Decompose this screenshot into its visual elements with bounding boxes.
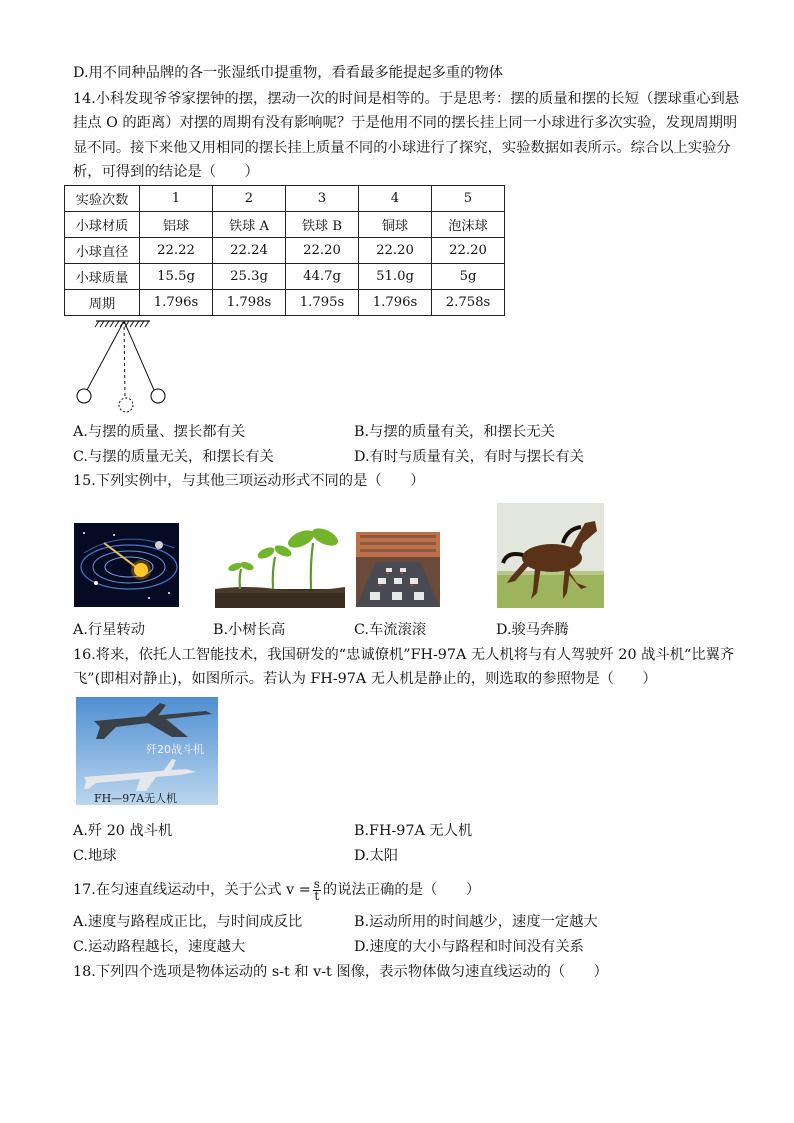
q16-option-b[interactable]: B.FH-97A 无人机 (354, 823, 473, 839)
table-cell: 1.796s (140, 290, 213, 316)
table-cell: 1.796s (359, 290, 432, 316)
planet-orbit-image (74, 523, 179, 607)
table-cell: 铝球 (140, 212, 213, 238)
table-cell: 4 (359, 186, 432, 212)
drone-label: FH—97A无人机 (94, 792, 178, 805)
q16-option-c[interactable]: C.地球 (73, 848, 117, 864)
table-row (65, 212, 505, 238)
q15-option-a[interactable]: A.行星转动 (73, 622, 146, 638)
formula-denominator: t (314, 888, 320, 903)
q17-option-c[interactable]: C.运动路程越长，速度越大 (73, 939, 246, 955)
velocity-formula-fraction (313, 876, 321, 903)
table-cell: 22.20 (286, 238, 359, 264)
table-cell: 22.24 (213, 238, 286, 264)
q14-text-line-2: 挂点 O 的距离）对摆的周期有没有影响呢？于是他用不同的摆长挂上同一小球进行多次实验，发现周期明 (73, 115, 738, 131)
table-cell: 小球质量 (65, 264, 140, 290)
seedlings-image (215, 523, 345, 608)
jet-and-drone-image (76, 697, 218, 805)
table-row (65, 238, 505, 264)
q16-option-a[interactable]: A.歼 20 战斗机 (73, 823, 173, 839)
table-cell: 51.0g (359, 264, 432, 290)
q14-option-b[interactable]: B.与摆的质量有关，和摆长无关 (354, 424, 555, 440)
q14-text-line-3: 显不同。接下来他又用相同的摆长挂上质量不同的小球进行了探究，实验数据如表所示。综合以上实验分 (73, 140, 731, 156)
table-cell: 1.795s (286, 290, 359, 316)
q16-text-line-1: 16.将来，依托人工智能技术，我国研发的“忠诚僚机”FH-97A 无人机将与有人驾驶歼 20 战斗机“比翼齐 (73, 647, 735, 663)
table-cell: 3 (286, 186, 359, 212)
q17-text-post: 的说法正确的是（ ） (322, 882, 481, 898)
table-cell: 小球材质 (65, 212, 140, 238)
pendulum-diagram (72, 318, 172, 416)
q16-text-line-2: 飞”(即相对静止)，如图所示。若认为 FH-97A 无人机是静止的，则选取的参照物是（ ） (73, 671, 657, 687)
q16-option-d[interactable]: D.太阳 (354, 848, 399, 864)
table-cell: 25.3g (213, 264, 286, 290)
q17-text-pre: 17.在匀速直线运动中，关于公式 v = (73, 882, 311, 898)
experiment-data-table (64, 185, 505, 316)
table-cell: 22.20 (359, 238, 432, 264)
table-cell: 小球直径 (65, 238, 140, 264)
q17-option-a[interactable]: A.速度与路程成正比，与时间成反比 (73, 914, 303, 930)
table-cell: 铁球 B (286, 212, 359, 238)
q15-option-c[interactable]: C.车流滚滚 (354, 622, 427, 638)
galloping-horse-image (497, 503, 604, 608)
table-cell: 22.20 (432, 238, 505, 264)
q14-option-d[interactable]: D.有时与质量有关，有时与摆长有关 (354, 449, 584, 465)
q14-text-line-1: 14.小科发现爷爷家摆钟的摆，摆动一次的时间是相等的。于是思考：摆的质量和摆的长短（摆球重心到悬 (73, 91, 740, 107)
q15-option-d[interactable]: D.骏马奔腾 (496, 622, 569, 638)
q15-text: 15.下列实例中，与其他三项运动形式不同的是（ ） (73, 473, 425, 489)
table-cell: 铜球 (359, 212, 432, 238)
q14-option-a[interactable]: A.与摆的质量、摆长都有关 (73, 424, 246, 440)
table-cell: 1 (140, 186, 213, 212)
table-cell: 22.22 (140, 238, 213, 264)
table-cell: 铁球 A (213, 212, 286, 238)
q18-text: 18.下列四个选项是物体运动的 s-t 和 v-t 图像，表示物体做匀速直线运动的（ ） (73, 964, 608, 980)
table-cell: 15.5g (140, 264, 213, 290)
q17-option-d[interactable]: D.速度的大小与路程和时间没有关系 (354, 939, 584, 955)
table-cell: 周期 (65, 290, 140, 316)
table-header-row (65, 186, 505, 212)
table-cell: 实验次数 (65, 186, 140, 212)
q15-option-b[interactable]: B.小树长高 (213, 622, 286, 638)
q17-option-b[interactable]: B.运动所用的时间越少，速度一定越大 (354, 914, 598, 930)
table-cell: 1.798s (213, 290, 286, 316)
table-cell: 5 (432, 186, 505, 212)
table-cell: 5g (432, 264, 505, 290)
table-row (65, 290, 505, 316)
table-cell: 2 (213, 186, 286, 212)
table-cell: 泡沫球 (432, 212, 505, 238)
traffic-image (356, 532, 440, 607)
table-cell: 2.758s (432, 290, 505, 316)
jet-label: 歼20战斗机 (146, 743, 204, 756)
prev-question-option-d: D.用不同种品牌的各一张湿纸巾提重物，看看最多能提起多重的物体 (73, 65, 504, 81)
formula-numerator: s (313, 876, 320, 891)
q14-text-line-4: 析，可得到的结论是（ ） (73, 164, 259, 180)
table-row (65, 264, 505, 290)
q14-option-c[interactable]: C.与摆的质量无关，和摆长有关 (73, 449, 274, 465)
table-cell: 44.7g (286, 264, 359, 290)
q17-text (73, 878, 480, 902)
